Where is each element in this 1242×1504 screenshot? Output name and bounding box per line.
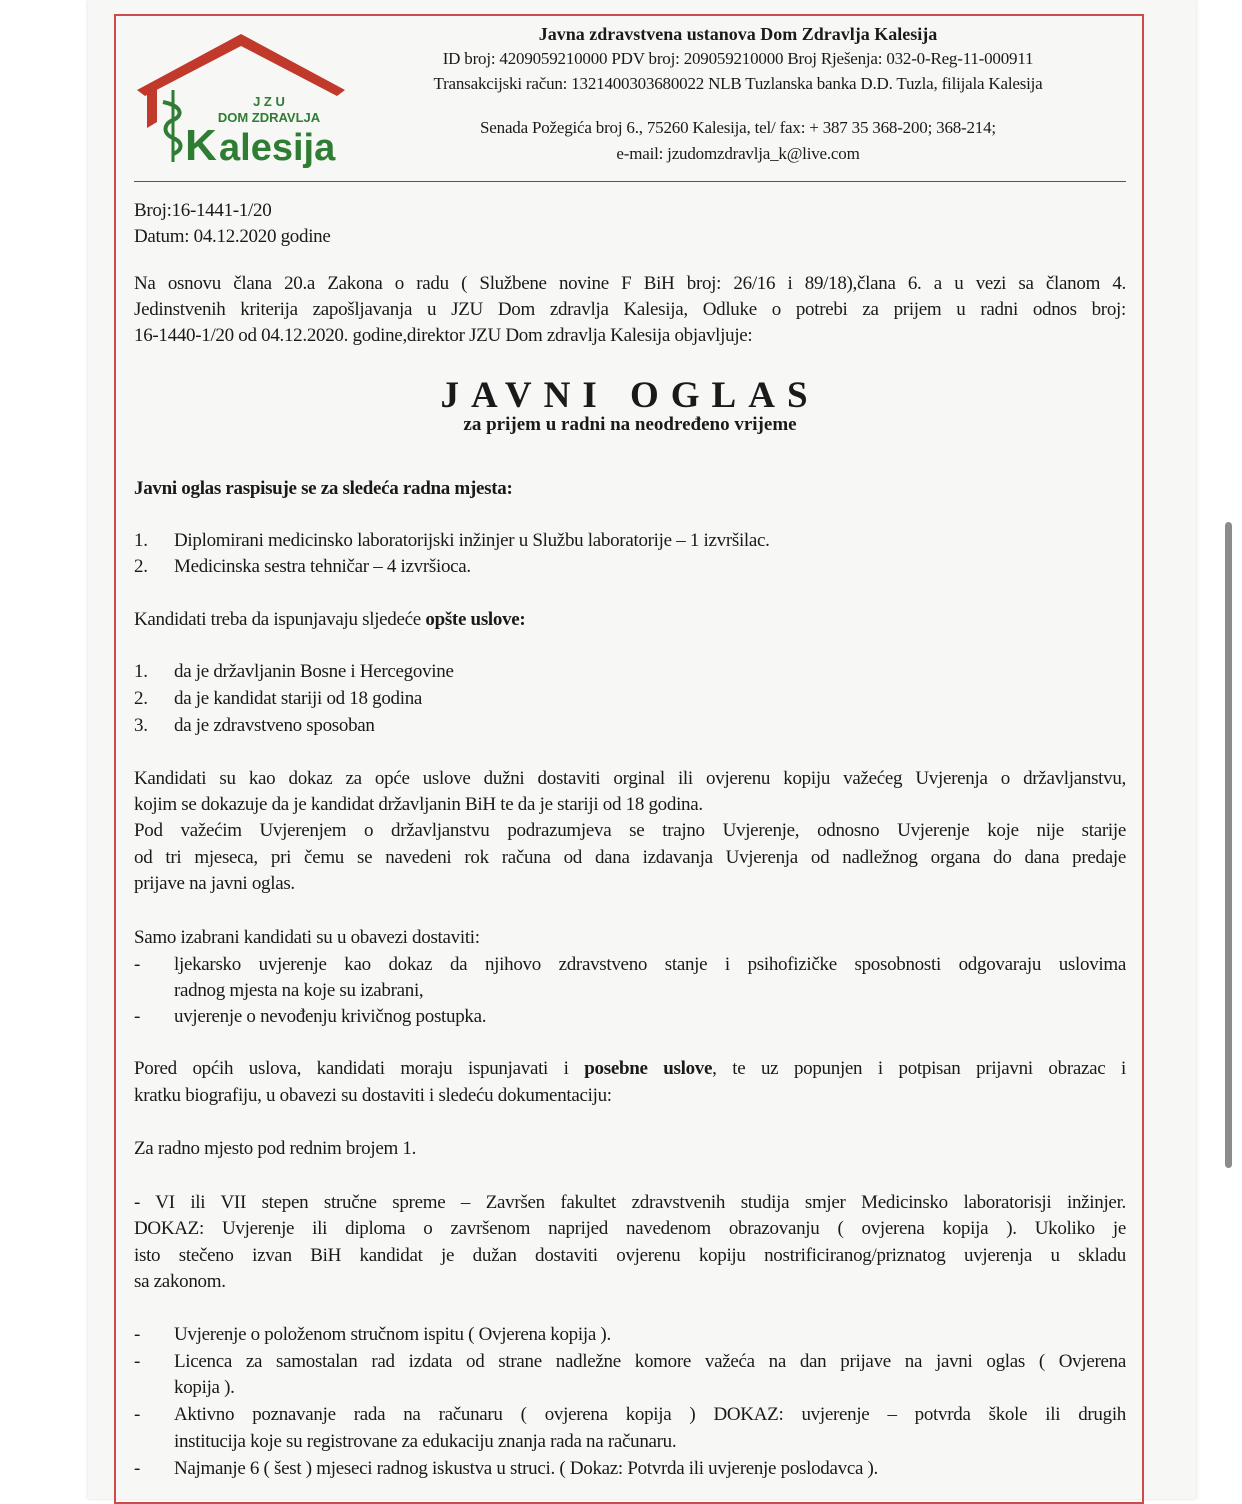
general-conditions-bold: opšte uslove: — [425, 609, 526, 630]
list-number: 3. — [134, 715, 148, 736]
notice-title: JAVNI OGLAS — [440, 375, 820, 416]
proof-line-4: od tri mjeseca, pri čemu se navedeni rok računa od dana izdavanja Uvjerenja od nadležnog organa do dana predaje — [134, 847, 1126, 868]
position1-heading: Za radno mjesto pod rednim brojem 1. — [134, 1138, 417, 1159]
document-date: Datum: 04.12.2020 godine — [134, 226, 331, 247]
list-text: Aktivno poznavanje rada na računaru ( ovjerena kopija ) DOKAZ: uvjerenje – potvrda škole ili drugih — [174, 1404, 1126, 1425]
institution-account: Transakcijski račun: 1321400303680022 NLB Tuzlanska banka D.D. Tuzla, filijala Kalesija — [433, 74, 1043, 93]
left-margin — [0, 0, 88, 1499]
list-text: Uvjerenje o položenom stručnom ispitu ( Ovjerena kopija ). — [174, 1324, 611, 1345]
intro-line-3: 16-1440-1/20 od 04.12.2020. godine,direktor JZU Dom zdravlja Kalesija objavljuje: — [134, 325, 753, 346]
general-conditions-prefix: Kandidati treba da ispunjavaju sljedeće — [134, 609, 426, 630]
list-text: uvjerenje o nevođenju krivičnog postupka. — [174, 1006, 487, 1027]
proof-line-3: Pod važećim Uvjerenjem o državljanstvu podrazumjeva se trajno Uvjerenje, odnosno Uvjerenje koje nije starije — [134, 820, 1126, 841]
selected-heading: Samo izabrani kandidati su u obavezi dostaviti: — [134, 927, 480, 948]
institution-name: Javna zdravstvena ustanova Dom Zdravlja Kalesija — [538, 24, 938, 44]
special-suffix: , te uz popunjen i potpisan prijavni obrazac i — [712, 1058, 1126, 1079]
notice-subtitle: za prijem u radni na neodređeno vrijeme — [463, 414, 797, 435]
document-number: Broj:16-1441-1/20 — [134, 200, 272, 221]
list-bullet: - — [134, 1324, 141, 1345]
list-text: da je zdravstveno sposoban — [174, 715, 375, 736]
list-number: 2. — [134, 556, 148, 577]
special-bold: posebne uslove — [584, 1058, 713, 1079]
proof-line-5: prijave na javni oglas. — [134, 873, 295, 894]
intro-line-1: Na osnovu člana 20.a Zakona o radu ( Službene novine F BiH broj: 26/16 i 89/18),člana 6. a u vezi sa članom 4. — [134, 273, 1126, 294]
institution-logo — [133, 32, 348, 172]
institution-email: e-mail: jzudomzdravlja_k@live.com — [616, 144, 860, 163]
list-text: da je državljanin Bosne i Hercegovine — [174, 661, 454, 682]
list-number: 1. — [134, 661, 148, 682]
list-bullet: - — [134, 1404, 141, 1425]
special-conditions-line-1 — [134, 1056, 1126, 1082]
list-bullet: - — [134, 1351, 141, 1372]
list-text: radnog mjesta na koje su izabrani, — [174, 980, 424, 1001]
position1-req-line-3: isto stečeno izvan BiH kandidat je dužan dostaviti ovjerenu kopiju nostrificiranog/priznatog uvjerenja u skladu — [134, 1245, 1126, 1266]
logo-wall — [147, 88, 157, 128]
list-text: Licenca za samostalan rad izdata od strane nadležne komore važeća na dan prijave na javni oglas ( Ovjerena — [174, 1351, 1126, 1372]
logo-name: alesija — [219, 127, 336, 169]
list-text: da je kandidat stariji od 18 godina — [174, 688, 423, 709]
list-bullet: - — [134, 1006, 141, 1027]
positions-heading: Javni oglas raspisuje se za sledeća radna mjesta: — [134, 478, 513, 499]
institution-address: Senada Požegića broj 6., 75260 Kalesija, tel/ fax: + 387 35 368-200; 368-214; — [480, 118, 996, 137]
list-bullet: - — [134, 1458, 141, 1479]
list-bullet: - — [134, 954, 141, 975]
logo-line1: J Z U — [253, 94, 285, 109]
scrollbar[interactable] — [1225, 522, 1232, 1168]
list-text: institucija koje su registrovane za edukaciju znanja rada na računaru. — [174, 1431, 677, 1452]
list-text: Diplomirani medicinsko laboratorijski inžinjer u Službu laboratorije – 1 izvršilac. — [174, 530, 770, 551]
header-divider — [134, 181, 1126, 182]
list-text: Najmanje 6 ( šest ) mjeseci radnog iskustva u struci. ( Dokaz: Potvrda ili uvjerenje poslodavca ). — [174, 1458, 879, 1479]
logo-initial: K — [185, 121, 217, 170]
list-text: ljekarsko uvjerenje kao dokaz da njihovo zdravstveno stanje i psihofizičke sposobnosti odgovaraju uslovima — [174, 954, 1126, 975]
position1-req-line-1: - VI ili VII stepen stručne spreme – Završen fakultet zdravstvenih studija smjer Medicinsko laboratorisji inžinjer. — [134, 1192, 1126, 1213]
general-conditions-heading — [134, 607, 1126, 633]
institution-ids: ID broj: 4209059210000 PDV broj: 209059210000 Broj Rješenja: 032-0-Reg-11-000911 — [442, 49, 1034, 68]
proof-line-2: kojim se dokazuje da je kandidat državljanin BiH te da je stariji od 18 godina. — [134, 794, 703, 815]
list-text: kopija ). — [174, 1377, 235, 1398]
list-number: 2. — [134, 688, 148, 709]
special-prefix: Pored općih uslova, kandidati moraju ispunjavati i — [134, 1058, 585, 1079]
position1-req-line-4: sa zakonom. — [134, 1271, 226, 1292]
list-text: Medicinska sestra tehničar – 4 izvršioca. — [174, 556, 471, 577]
list-number: 1. — [134, 530, 148, 551]
intro-line-2: Jedinstvenih kriterija zapošljavanja u JZU Dom zdravlja Kalesija, Odluke o potrebi za prijem u radni odnos broj: — [134, 299, 1126, 320]
special-conditions-line-2: kratku biografiju, u obavezi su dostaviti i sledeću dokumentaciju: — [134, 1085, 612, 1106]
logo-line2: DOM ZDRAVLJA — [217, 110, 321, 125]
proof-line-1: Kandidati su kao dokaz za opće uslove dužni dostaviti orginal ili ovjerenu kopiju važećeg Uvjerenja o državljanstvu, — [134, 768, 1126, 789]
logo-roof — [137, 34, 345, 96]
position1-req-line-2: DOKAZ: Uvjerenje ili diploma o završenom naprijed navedenom obrazovanju ( ovjerena kopija ). Ukoliko je — [134, 1218, 1126, 1239]
